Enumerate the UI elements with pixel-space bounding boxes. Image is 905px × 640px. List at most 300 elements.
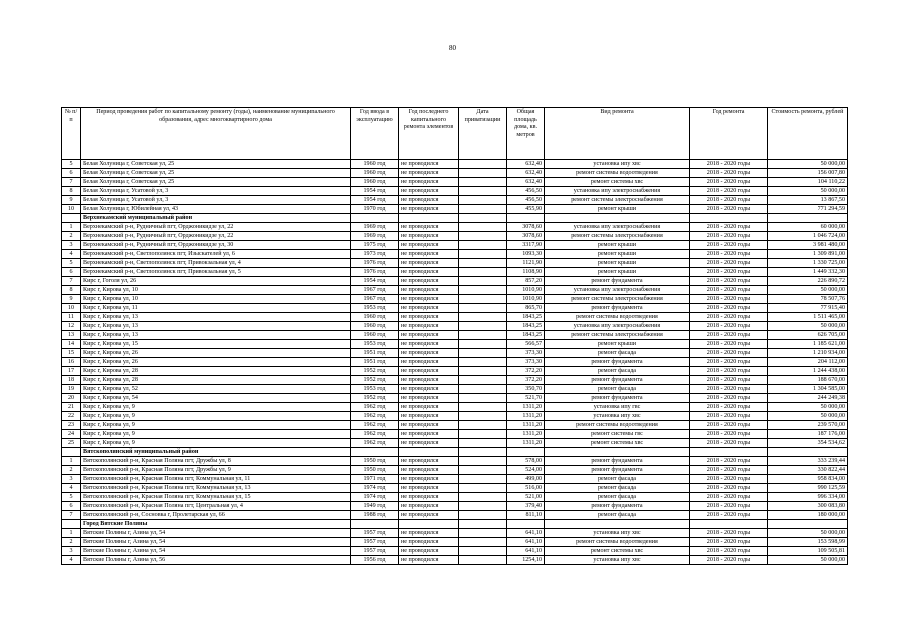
cell-cost: 187 176,00 xyxy=(768,430,848,439)
cell-repair-year: 2018 - 2020 годы xyxy=(690,430,768,439)
cell-area: 632,40 xyxy=(507,160,545,169)
cell-privatization-date xyxy=(459,313,507,322)
cell-repair-year: 2018 - 2020 годы xyxy=(690,376,768,385)
cell-number: 22 xyxy=(62,412,81,421)
cell-last-repair: не проводился xyxy=(399,250,459,259)
cell-number: 3 xyxy=(62,475,81,484)
table-row xyxy=(62,358,848,367)
cell-repair-year: 2018 - 2020 годы xyxy=(690,169,768,178)
cell-area: 373,30 xyxy=(507,358,545,367)
cell-repair-type: ремонт системы электроснабжения xyxy=(545,196,690,205)
cell-number: 7 xyxy=(62,277,81,286)
cell-last-repair: не проводился xyxy=(399,385,459,394)
table-row xyxy=(62,322,848,331)
section-empty-cell xyxy=(507,520,545,529)
cell-repair-year: 2018 - 2020 годы xyxy=(690,457,768,466)
cell-privatization-date xyxy=(459,223,507,232)
cell-last-repair: не проводился xyxy=(399,187,459,196)
header-cost: Стоимость ремонта, рублей xyxy=(768,108,848,160)
section-empty-cell xyxy=(545,214,690,223)
cell-repair-type: ремонт фасада xyxy=(545,511,690,520)
cell-repair-type: ремонт фундамента xyxy=(545,394,690,403)
section-empty-cell xyxy=(507,448,545,457)
cell-last-repair: не проводился xyxy=(399,178,459,187)
cell-address: Кирс г, Кирова ул, 9 xyxy=(81,421,351,430)
cell-address: Верхнекамский р-н, Рудничный пгт, Орджоникидзе ул, 22 xyxy=(81,232,351,241)
cell-number: 23 xyxy=(62,421,81,430)
cell-last-repair: не проводился xyxy=(399,322,459,331)
cell-area: 1311,20 xyxy=(507,439,545,448)
table-row xyxy=(62,349,848,358)
cell-number: 13 xyxy=(62,331,81,340)
table-row xyxy=(62,502,848,511)
table-row xyxy=(62,241,848,250)
cell-repair-type: ремонт фундамента xyxy=(545,457,690,466)
table-row xyxy=(62,196,848,205)
cell-repair-year: 2018 - 2020 годы xyxy=(690,547,768,556)
table-row xyxy=(62,331,848,340)
cell-number: 15 xyxy=(62,349,81,358)
cell-number: 2 xyxy=(62,538,81,547)
cell-year-built: 1960 год xyxy=(351,313,399,322)
cell-repair-year: 2018 - 2020 годы xyxy=(690,349,768,358)
cell-privatization-date xyxy=(459,493,507,502)
cell-repair-type: ремонт системы электроснабжения xyxy=(545,331,690,340)
table-row xyxy=(62,259,848,268)
cell-last-repair: не проводился xyxy=(399,295,459,304)
cell-address: Кирс г, Кирова ул, 10 xyxy=(81,286,351,295)
table-row xyxy=(62,313,848,322)
cell-number: 4 xyxy=(62,484,81,493)
section-title: Город Вятские Поляны xyxy=(81,520,351,529)
cell-cost: 354 534,62 xyxy=(768,439,848,448)
cell-privatization-date xyxy=(459,178,507,187)
cell-address: Кирс г, Кирова ул, 9 xyxy=(81,430,351,439)
cell-privatization-date xyxy=(459,169,507,178)
cell-privatization-date xyxy=(459,358,507,367)
cell-number: 1 xyxy=(62,223,81,232)
cell-address: Вятскополянский р-н, Красная Поляна пгт, Центральная ул, 4 xyxy=(81,502,351,511)
cell-repair-year: 2018 - 2020 годы xyxy=(690,268,768,277)
header-last-repair: Год последнего капитального ремонта элементов xyxy=(399,108,459,160)
cell-cost: 1 449 332,30 xyxy=(768,268,848,277)
cell-year-built: 1957 год xyxy=(351,538,399,547)
cell-repair-type: ремонт крыши xyxy=(545,205,690,214)
cell-address: Белая Холуница г, Советская ул, 25 xyxy=(81,178,351,187)
cell-area: 516,00 xyxy=(507,484,545,493)
cell-cost: 1 046 724,00 xyxy=(768,232,848,241)
cell-area: 1311,20 xyxy=(507,403,545,412)
cell-privatization-date xyxy=(459,304,507,313)
cell-privatization-date xyxy=(459,160,507,169)
table-row xyxy=(62,421,848,430)
cell-area: 1108,90 xyxy=(507,268,545,277)
table-row xyxy=(62,547,848,556)
table-row xyxy=(62,367,848,376)
section-row xyxy=(62,448,848,457)
cell-last-repair: не проводился xyxy=(399,259,459,268)
cell-last-repair: не проводился xyxy=(399,439,459,448)
cell-last-repair: не проводился xyxy=(399,367,459,376)
section-empty-cell xyxy=(768,448,848,457)
cell-last-repair: не проводился xyxy=(399,268,459,277)
section-row xyxy=(62,520,848,529)
header-address: Период проведения работ по капитальному ремонту (годы), наименование муниципального образования, адрес многоквартирного дома xyxy=(81,108,351,160)
page-number: 80 xyxy=(449,44,456,52)
cell-address: Кирс г, Кирова ул, 13 xyxy=(81,313,351,322)
table-row xyxy=(62,169,848,178)
cell-address: Верхнекамский р-н, Светлополянск пгт, Привокзальная ул, 4 xyxy=(81,259,351,268)
header-row xyxy=(62,108,848,160)
cell-repair-year: 2018 - 2020 годы xyxy=(690,322,768,331)
cell-area: 1843,25 xyxy=(507,331,545,340)
cell-address: Кирс г, Кирова ул, 11 xyxy=(81,304,351,313)
cell-repair-type: ремонт крыши xyxy=(545,259,690,268)
cell-year-built: 1956 год xyxy=(351,556,399,565)
cell-address: Верхнекамский р-н, Светлополянск пгт, Изыскателей ул, 6 xyxy=(81,250,351,259)
section-empty-cell xyxy=(690,448,768,457)
cell-area: 524,00 xyxy=(507,466,545,475)
cell-last-repair: не проводился xyxy=(399,493,459,502)
cell-number: 5 xyxy=(62,259,81,268)
cell-last-repair: не проводился xyxy=(399,403,459,412)
cell-number: 1 xyxy=(62,457,81,466)
cell-privatization-date xyxy=(459,466,507,475)
cell-address: Вятскополянский р-н, Красная Поляна пгт, Коммунальная ул, 13 xyxy=(81,484,351,493)
cell-number: 10 xyxy=(62,205,81,214)
cell-area: 1843,25 xyxy=(507,322,545,331)
cell-area: 521,70 xyxy=(507,394,545,403)
cell-cost: 1 309 891,00 xyxy=(768,250,848,259)
cell-cost: 333 239,44 xyxy=(768,457,848,466)
cell-area: 455,90 xyxy=(507,205,545,214)
section-empty-cell xyxy=(459,448,507,457)
cell-year-built: 1975 год xyxy=(351,241,399,250)
cell-repair-type: ремонт фасада xyxy=(545,493,690,502)
cell-cost: 50 000,00 xyxy=(768,412,848,421)
cell-area: 1010,90 xyxy=(507,286,545,295)
cell-repair-year: 2018 - 2020 годы xyxy=(690,421,768,430)
cell-area: 641,10 xyxy=(507,547,545,556)
cell-repair-type: ремонт фасада xyxy=(545,475,690,484)
table-row xyxy=(62,439,848,448)
table-row xyxy=(62,295,848,304)
cell-area: 350,70 xyxy=(507,385,545,394)
cell-area: 521,00 xyxy=(507,493,545,502)
cell-privatization-date xyxy=(459,241,507,250)
cell-year-built: 1957 год xyxy=(351,529,399,538)
cell-address: Кирс г, Кирова ул, 28 xyxy=(81,367,351,376)
section-empty-cell xyxy=(399,448,459,457)
cell-last-repair: не проводился xyxy=(399,430,459,439)
cell-repair-type: ремонт фундамента xyxy=(545,502,690,511)
cell-year-built: 1974 год xyxy=(351,493,399,502)
cell-repair-year: 2018 - 2020 годы xyxy=(690,187,768,196)
cell-address: Вятские Поляны г, Азина ул, 54 xyxy=(81,547,351,556)
section-empty-cell xyxy=(507,214,545,223)
cell-year-built: 1960 год xyxy=(351,331,399,340)
cell-address: Белая Холуница г, Юбилейная ул, 43 xyxy=(81,205,351,214)
cell-cost: 109 505,81 xyxy=(768,547,848,556)
cell-repair-type: установка ипу электроснабжения xyxy=(545,223,690,232)
section-spacer xyxy=(62,448,81,457)
cell-address: Кирс г, Кирова ул, 26 xyxy=(81,358,351,367)
cell-last-repair: не проводился xyxy=(399,358,459,367)
cell-repair-type: установка ипу электроснабжения xyxy=(545,322,690,331)
cell-cost: 1 511 465,00 xyxy=(768,313,848,322)
cell-number: 6 xyxy=(62,502,81,511)
cell-last-repair: не проводился xyxy=(399,502,459,511)
cell-last-repair: не проводился xyxy=(399,196,459,205)
cell-cost: 3 981 480,00 xyxy=(768,241,848,250)
cell-year-built: 1952 год xyxy=(351,394,399,403)
cell-number: 20 xyxy=(62,394,81,403)
table-row xyxy=(62,277,848,286)
cell-area: 632,40 xyxy=(507,169,545,178)
cell-address: Вятскополянский р-н, Красная Поляна пгт, Дружбы ул, 8 xyxy=(81,457,351,466)
cell-year-built: 1954 год xyxy=(351,196,399,205)
cell-repair-type: установка ипу хвс xyxy=(545,412,690,421)
cell-area: 811,10 xyxy=(507,511,545,520)
header-privatization-date: Дата приватизации xyxy=(459,108,507,160)
section-empty-cell xyxy=(690,214,768,223)
cell-number: 16 xyxy=(62,358,81,367)
cell-repair-year: 2018 - 2020 годы xyxy=(690,412,768,421)
cell-year-built: 1969 год xyxy=(351,232,399,241)
cell-year-built: 1953 год xyxy=(351,304,399,313)
cell-repair-year: 2018 - 2020 годы xyxy=(690,277,768,286)
capital-repair-table xyxy=(61,107,848,565)
section-spacer xyxy=(62,520,81,529)
cell-repair-year: 2018 - 2020 годы xyxy=(690,403,768,412)
cell-cost: 50 000,00 xyxy=(768,160,848,169)
cell-repair-type: ремонт фундамента xyxy=(545,466,690,475)
cell-cost: 300 083,80 xyxy=(768,502,848,511)
header-repair-type: Вид ремонта xyxy=(545,108,690,160)
cell-address: Кирс г, Гоголя ул, 26 xyxy=(81,277,351,286)
cell-cost: 958 834,00 xyxy=(768,475,848,484)
cell-repair-type: ремонт фасада xyxy=(545,349,690,358)
table-row xyxy=(62,556,848,565)
cell-repair-type: установка ипу хвс xyxy=(545,160,690,169)
cell-cost: 104 110,22 xyxy=(768,178,848,187)
cell-privatization-date xyxy=(459,475,507,484)
cell-privatization-date xyxy=(459,295,507,304)
section-spacer xyxy=(62,214,81,223)
cell-year-built: 1988 год xyxy=(351,511,399,520)
cell-cost: 1 185 621,00 xyxy=(768,340,848,349)
cell-last-repair: не проводился xyxy=(399,340,459,349)
cell-cost: 50 000,00 xyxy=(768,187,848,196)
cell-area: 1843,25 xyxy=(507,313,545,322)
cell-area: 3078,60 xyxy=(507,232,545,241)
cell-privatization-date xyxy=(459,322,507,331)
cell-cost: 50 000,00 xyxy=(768,322,848,331)
cell-year-built: 1957 год xyxy=(351,547,399,556)
cell-area: 1311,20 xyxy=(507,430,545,439)
table-row xyxy=(62,205,848,214)
cell-number: 3 xyxy=(62,241,81,250)
cell-address: Кирс г, Кирова ул, 28 xyxy=(81,376,351,385)
cell-last-repair: не проводился xyxy=(399,160,459,169)
cell-repair-year: 2018 - 2020 годы xyxy=(690,340,768,349)
cell-cost: 1 330 725,00 xyxy=(768,259,848,268)
cell-repair-type: ремонт системы хвс xyxy=(545,178,690,187)
cell-cost: 1 210 934,00 xyxy=(768,349,848,358)
cell-repair-type: ремонт крыши xyxy=(545,340,690,349)
cell-repair-type: ремонт системы электроснабжения xyxy=(545,295,690,304)
cell-repair-type: ремонт фасада xyxy=(545,484,690,493)
cell-address: Вятскополянский р-н, Красная Поляна пгт, Дружбы ул, 9 xyxy=(81,466,351,475)
cell-last-repair: не проводился xyxy=(399,349,459,358)
cell-area: 1311,20 xyxy=(507,412,545,421)
cell-number: 2 xyxy=(62,466,81,475)
cell-last-repair: не проводился xyxy=(399,205,459,214)
cell-repair-year: 2018 - 2020 годы xyxy=(690,160,768,169)
table-row xyxy=(62,268,848,277)
cell-year-built: 1969 год xyxy=(351,223,399,232)
cell-area: 372,20 xyxy=(507,376,545,385)
cell-year-built: 1967 год xyxy=(351,286,399,295)
cell-last-repair: не проводился xyxy=(399,304,459,313)
cell-year-built: 1962 год xyxy=(351,403,399,412)
cell-privatization-date xyxy=(459,286,507,295)
cell-number: 7 xyxy=(62,178,81,187)
cell-repair-year: 2018 - 2020 годы xyxy=(690,367,768,376)
cell-cost: 153 598,99 xyxy=(768,538,848,547)
cell-area: 857,20 xyxy=(507,277,545,286)
cell-year-built: 1952 год xyxy=(351,376,399,385)
cell-repair-type: ремонт крыши xyxy=(545,268,690,277)
table-row xyxy=(62,484,848,493)
cell-address: Белая Холуница г, Усатовой ул, 3 xyxy=(81,196,351,205)
section-empty-cell xyxy=(459,520,507,529)
cell-repair-year: 2018 - 2020 годы xyxy=(690,529,768,538)
cell-last-repair: не проводился xyxy=(399,511,459,520)
cell-privatization-date xyxy=(459,421,507,430)
cell-repair-type: ремонт системы водоотведения xyxy=(545,421,690,430)
cell-number: 14 xyxy=(62,340,81,349)
cell-last-repair: не проводился xyxy=(399,466,459,475)
cell-last-repair: не проводился xyxy=(399,223,459,232)
cell-repair-year: 2018 - 2020 годы xyxy=(690,466,768,475)
table-row xyxy=(62,403,848,412)
cell-last-repair: не проводился xyxy=(399,277,459,286)
cell-privatization-date xyxy=(459,331,507,340)
section-empty-cell xyxy=(351,520,399,529)
cell-repair-year: 2018 - 2020 годы xyxy=(690,241,768,250)
cell-address: Верхнекамский р-н, Светлополянск пгт, Привокзальная ул, 5 xyxy=(81,268,351,277)
cell-repair-year: 2018 - 2020 годы xyxy=(690,331,768,340)
cell-number: 5 xyxy=(62,160,81,169)
cell-repair-type: ремонт крыши xyxy=(545,241,690,250)
cell-number: 11 xyxy=(62,313,81,322)
cell-area: 499,00 xyxy=(507,475,545,484)
cell-repair-type: установка ипу гвс xyxy=(545,403,690,412)
section-empty-cell xyxy=(768,520,848,529)
section-empty-cell xyxy=(351,448,399,457)
cell-repair-type: ремонт системы водоотведения xyxy=(545,169,690,178)
header-number: № п/п xyxy=(62,108,81,160)
cell-address: Кирс г, Кирова ул, 15 xyxy=(81,340,351,349)
cell-last-repair: не проводился xyxy=(399,412,459,421)
table-row xyxy=(62,376,848,385)
cell-privatization-date xyxy=(459,196,507,205)
table-row xyxy=(62,223,848,232)
section-empty-cell xyxy=(545,520,690,529)
cell-repair-type: ремонт фундамента xyxy=(545,304,690,313)
cell-cost: 1 304 585,00 xyxy=(768,385,848,394)
table-row xyxy=(62,457,848,466)
table-row xyxy=(62,286,848,295)
cell-last-repair: не проводился xyxy=(399,547,459,556)
cell-number: 18 xyxy=(62,376,81,385)
cell-last-repair: не проводился xyxy=(399,286,459,295)
cell-area: 456,50 xyxy=(507,187,545,196)
table-row xyxy=(62,412,848,421)
cell-repair-type: ремонт системы гвс xyxy=(545,430,690,439)
cell-number: 2 xyxy=(62,232,81,241)
cell-cost: 239 570,00 xyxy=(768,421,848,430)
cell-year-built: 1960 год xyxy=(351,169,399,178)
table-row xyxy=(62,250,848,259)
cell-number: 24 xyxy=(62,430,81,439)
cell-address: Кирс г, Кирова ул, 54 xyxy=(81,394,351,403)
cell-cost: 771 294,59 xyxy=(768,205,848,214)
cell-repair-year: 2018 - 2020 годы xyxy=(690,304,768,313)
cell-year-built: 1962 год xyxy=(351,412,399,421)
section-title: Вятскополянский муниципальный район xyxy=(81,448,351,457)
cell-address: Кирс г, Кирова ул, 9 xyxy=(81,412,351,421)
cell-repair-type: установка ипу электроснабжения xyxy=(545,286,690,295)
cell-cost: 226 890,72 xyxy=(768,277,848,286)
cell-number: 1 xyxy=(62,529,81,538)
cell-repair-year: 2018 - 2020 годы xyxy=(690,223,768,232)
table-row xyxy=(62,385,848,394)
cell-year-built: 1974 год xyxy=(351,484,399,493)
cell-address: Вятскополянский р-н, Красная Поляна пгт, Коммунальная ул, 15 xyxy=(81,493,351,502)
table-row xyxy=(62,511,848,520)
cell-repair-type: ремонт системы водоотведения xyxy=(545,313,690,322)
cell-area: 566,57 xyxy=(507,340,545,349)
cell-number: 6 xyxy=(62,268,81,277)
cell-cost: 50 000,00 xyxy=(768,403,848,412)
cell-repair-type: ремонт системы электроснабжения xyxy=(545,232,690,241)
table-row xyxy=(62,493,848,502)
cell-last-repair: не проводился xyxy=(399,313,459,322)
cell-privatization-date xyxy=(459,430,507,439)
cell-privatization-date xyxy=(459,187,507,196)
section-empty-cell xyxy=(545,448,690,457)
cell-year-built: 1954 год xyxy=(351,277,399,286)
cell-cost: 78 507,76 xyxy=(768,295,848,304)
cell-repair-year: 2018 - 2020 годы xyxy=(690,178,768,187)
cell-year-built: 1971 год xyxy=(351,475,399,484)
cell-address: Белая Холуница г, Советская ул, 25 xyxy=(81,169,351,178)
cell-address: Белая Холуница г, Советская ул, 25 xyxy=(81,160,351,169)
cell-privatization-date xyxy=(459,439,507,448)
cell-cost: 50 000,00 xyxy=(768,286,848,295)
cell-last-repair: не проводился xyxy=(399,394,459,403)
cell-year-built: 1973 год xyxy=(351,250,399,259)
cell-address: Кирс г, Кирова ул, 52 xyxy=(81,385,351,394)
section-empty-cell xyxy=(399,520,459,529)
cell-last-repair: не проводился xyxy=(399,169,459,178)
cell-address: Верхнекамский р-н, Рудничный пгт, Орджоникидзе ул, 22 xyxy=(81,223,351,232)
cell-repair-year: 2018 - 2020 годы xyxy=(690,313,768,322)
table-row xyxy=(62,340,848,349)
cell-repair-year: 2018 - 2020 годы xyxy=(690,232,768,241)
